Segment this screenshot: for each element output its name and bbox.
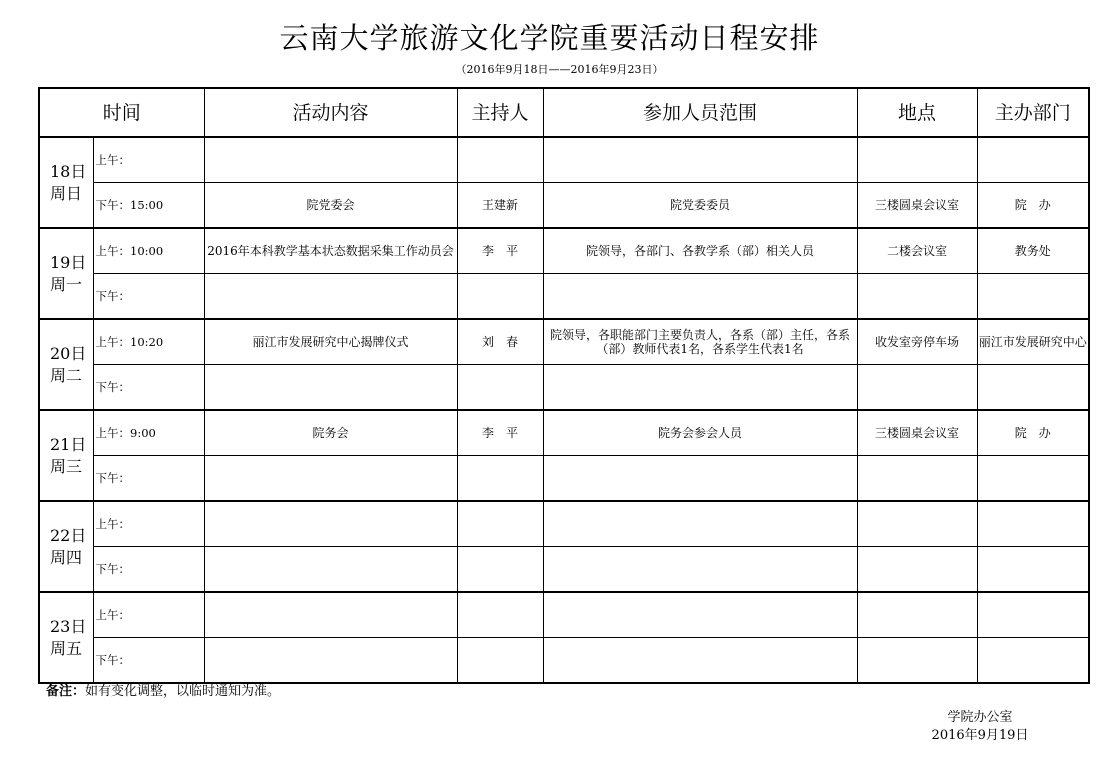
host-cell bbox=[457, 274, 543, 320]
location-cell: 三楼圆桌会议室 bbox=[857, 183, 977, 229]
period-cell: 上午：9:00 bbox=[93, 410, 204, 456]
table-row bbox=[39, 228, 1089, 274]
participants-cell bbox=[543, 638, 857, 684]
host-cell bbox=[457, 456, 543, 502]
location-cell: 二楼会议室 bbox=[857, 228, 977, 274]
organizer-cell: 院 办 bbox=[977, 410, 1089, 456]
content-cell bbox=[204, 547, 457, 593]
day-weekday: 周三 bbox=[50, 456, 83, 476]
host-cell: 刘 春 bbox=[457, 319, 543, 365]
day-weekday: 周一 bbox=[50, 274, 83, 294]
date-range-subtitle: （2016年9月18日——2016年9月23日） bbox=[455, 63, 664, 76]
host-cell bbox=[457, 547, 543, 593]
table-row bbox=[39, 183, 1089, 229]
day-cell bbox=[39, 228, 93, 319]
header-location: 地点 bbox=[857, 88, 977, 137]
day-cell bbox=[39, 319, 93, 410]
day-date: 18日 bbox=[50, 161, 87, 181]
participants-cell bbox=[543, 501, 857, 547]
day-cell bbox=[39, 592, 93, 683]
participants-cell: 院领导，各部门、各教学系（部）相关人员 bbox=[543, 228, 857, 274]
period-cell: 下午： bbox=[93, 638, 204, 684]
content-cell bbox=[204, 365, 457, 411]
participants-cell bbox=[543, 547, 857, 593]
participants-cell: 院务会参会人员 bbox=[543, 410, 857, 456]
period-cell: 上午：10:20 bbox=[93, 319, 204, 365]
organizer-cell bbox=[977, 592, 1089, 638]
organizer-cell bbox=[977, 365, 1089, 411]
location-cell: 三楼圆桌会议室 bbox=[857, 410, 977, 456]
participants-cell bbox=[543, 592, 857, 638]
period-cell: 上午： bbox=[93, 501, 204, 547]
content-cell bbox=[204, 274, 457, 320]
content-cell: 院党委会 bbox=[204, 183, 457, 229]
period-cell: 下午： bbox=[93, 274, 204, 320]
host-cell bbox=[457, 501, 543, 547]
location-cell bbox=[857, 638, 977, 684]
organizer-cell bbox=[977, 638, 1089, 684]
content-cell bbox=[204, 137, 457, 183]
period-cell: 下午： bbox=[93, 547, 204, 593]
issuer-office: 学院办公室 bbox=[947, 710, 1013, 725]
participants-cell: 院领导，各职能部门主要负责人，各系（部）主任，各系（部）教师代表1名，各系学生代表1名 bbox=[543, 319, 857, 365]
table-row bbox=[39, 456, 1089, 502]
period-cell: 上午： bbox=[93, 137, 204, 183]
location-cell bbox=[857, 365, 977, 411]
table-row bbox=[39, 592, 1089, 638]
header-organizer: 主办部门 bbox=[977, 88, 1089, 137]
location-cell bbox=[857, 456, 977, 502]
period-cell: 下午： bbox=[93, 456, 204, 502]
issue-date: 2016年9月19日 bbox=[931, 728, 1029, 743]
day-cell bbox=[39, 501, 93, 592]
day-weekday: 周日 bbox=[50, 183, 83, 203]
remarks bbox=[46, 683, 280, 701]
organizer-cell bbox=[977, 274, 1089, 320]
participants-cell bbox=[543, 456, 857, 502]
organizer-cell bbox=[977, 547, 1089, 593]
location-cell bbox=[857, 592, 977, 638]
table-row bbox=[39, 638, 1089, 684]
issuer-block bbox=[900, 709, 1060, 745]
table-row bbox=[39, 547, 1089, 593]
table-row bbox=[39, 365, 1089, 411]
host-cell: 李 平 bbox=[457, 228, 543, 274]
participants-cell bbox=[543, 137, 857, 183]
content-cell bbox=[204, 592, 457, 638]
host-cell bbox=[457, 592, 543, 638]
participants-cell bbox=[543, 274, 857, 320]
host-cell: 王建新 bbox=[457, 183, 543, 229]
remarks-text: 如有变化调整，以临时通知为准。 bbox=[85, 684, 281, 699]
organizer-cell: 教务处 bbox=[977, 228, 1089, 274]
location-cell bbox=[857, 547, 977, 593]
table-row bbox=[39, 319, 1089, 365]
document-title: 云南大学旅游文化学院重要活动日程安排 bbox=[279, 21, 820, 55]
period-cell: 下午：15:00 bbox=[93, 183, 204, 229]
content-cell: 丽江市发展研究中心揭牌仪式 bbox=[204, 319, 457, 365]
host-cell: 李 平 bbox=[457, 410, 543, 456]
participants-cell: 院党委委员 bbox=[543, 183, 857, 229]
organizer-cell bbox=[977, 137, 1089, 183]
day-date: 20日 bbox=[50, 343, 87, 363]
day-date: 23日 bbox=[50, 616, 87, 636]
period-cell: 下午： bbox=[93, 365, 204, 411]
period-cell: 上午： bbox=[93, 592, 204, 638]
day-weekday: 周二 bbox=[50, 365, 83, 385]
content-cell bbox=[204, 638, 457, 684]
table-row bbox=[39, 137, 1089, 183]
table-row bbox=[39, 410, 1089, 456]
header-time: 时间 bbox=[39, 88, 204, 137]
remarks-label: 备注： bbox=[46, 684, 86, 699]
organizer-cell: 院 办 bbox=[977, 183, 1089, 229]
location-cell bbox=[857, 274, 977, 320]
schedule-table bbox=[38, 87, 1090, 684]
content-cell: 院务会 bbox=[204, 410, 457, 456]
header-content: 活动内容 bbox=[204, 88, 457, 137]
host-cell bbox=[457, 365, 543, 411]
content-cell bbox=[204, 501, 457, 547]
table-header-row bbox=[39, 88, 1089, 137]
day-weekday: 周五 bbox=[50, 638, 83, 658]
content-cell: 2016年本科教学基本状态数据采集工作动员会 bbox=[204, 228, 457, 274]
day-date: 21日 bbox=[50, 434, 87, 454]
header-host: 主持人 bbox=[457, 88, 543, 137]
organizer-cell bbox=[977, 501, 1089, 547]
table-row bbox=[39, 501, 1089, 547]
organizer-cell bbox=[977, 456, 1089, 502]
location-cell: 收发室旁停车场 bbox=[857, 319, 977, 365]
content-cell bbox=[204, 456, 457, 502]
day-date: 19日 bbox=[50, 252, 87, 272]
participants-cell bbox=[543, 365, 857, 411]
location-cell bbox=[857, 137, 977, 183]
header-participants: 参加人员范围 bbox=[543, 88, 857, 137]
host-cell bbox=[457, 638, 543, 684]
day-cell bbox=[39, 410, 93, 501]
day-date: 22日 bbox=[50, 525, 87, 545]
location-cell bbox=[857, 501, 977, 547]
period-cell: 上午：10:00 bbox=[93, 228, 204, 274]
organizer-cell: 丽江市发展研究中心 bbox=[977, 319, 1089, 365]
host-cell bbox=[457, 137, 543, 183]
day-weekday: 周四 bbox=[50, 547, 83, 567]
day-cell bbox=[39, 137, 93, 228]
table-row bbox=[39, 274, 1089, 320]
